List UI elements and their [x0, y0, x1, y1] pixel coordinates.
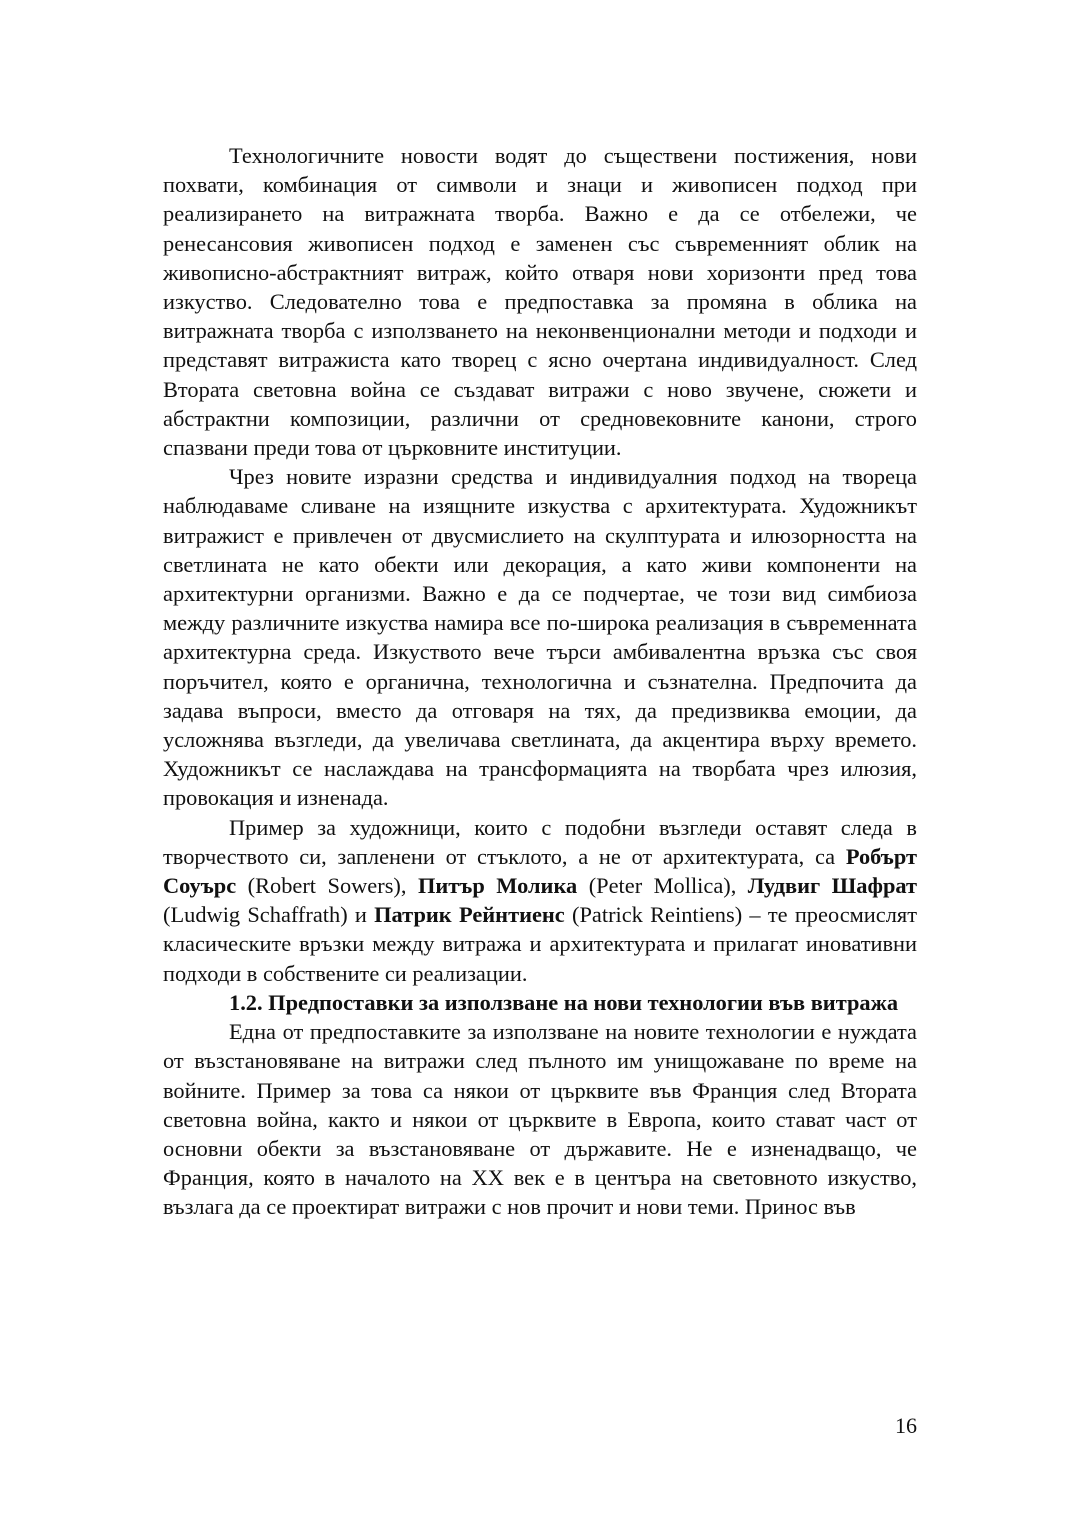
artist-name-peter-mollica: Питър Молика	[417, 873, 578, 899]
document-body	[163, 141, 917, 1222]
paragraph-artists-examples	[163, 813, 917, 988]
artist-name-patrick-reintiens: Патрик Рейнтиенс	[374, 902, 565, 928]
artist-latin-peter-mollica: (Peter Mollica),	[577, 873, 748, 899]
paragraph-technological-novelties: Технологичните новости водят до съществени постижения, нови похвати, комбинация от символи и знаци и живописен подход при реализирането на витражната творба. Важно е да се отбележи, че ренесансовия живописен подход е заменен със съвременният облик на живописно-абстрактният витраж, който отваря нови хоризонти пред това изкуство. Следователно това е предпоставка за промяна в облика на витражната творба с използването на неконвенционални методи и подходи и представят витражиста като творец с ясно очертана индивидуалност. След Втората световна война се създават витражи с ново звучене, сюжети и абстрактни композиции, различни от средновековните канони, строго спазвани преди това от църковните институции.	[163, 143, 917, 461]
artist-name-ludwig-schaffrath: Лудвиг Шафрат	[747, 873, 918, 899]
paragraph-restoration-need: Една от предпоставките за използване на новите технологии е нуждата от възстановяване на витражи след пълното им унищожаване по време на войните. Пример за това са някои от църквите във Франция след Втората световна война, както и някои от църквите в Европа, които стават част от основни обекти за възстановяване от държавите. Не е изненадващо, че Франция, която в началото на XX век е в центъра на световното изкуство, възлага да се проектират витражи с нов прочит и нови теми. Принос във	[163, 1019, 917, 1220]
paragraph-architecture-synthesis: Чрез новите изразни средства и индивидуалния подход на твореца наблюдаваме сливане на изящните изкуства с архитектурата. Художникът витражист е привлечен от двусмислието на скулптурата и илюзорността на светлината не като обекти или декорация, а като живи компоненти на архитектурни организми. Важно е да се подчертае, че този вид симбиоза между различните изкуства намира все по-широка реализация в съвременната архитектурна среда. Изкуството вече търси амбивалентна връзка със своя поръчител, която е органична, технологична и съзнателна. Предпочита да задава въпроси, вместо да отговаря на тях, да предизвиква емоции, да усложнява възгледи, да увеличава светлината, да акцентира върху времето. Художникът се наслаждава на трансформацията на творбата чрез илюзия, провокация и изненада.	[163, 464, 917, 811]
artists-outro-text: (Patrick Reintiens) – те преосмислят класическите връзки между витража и архитектурата и прилагат иновативни подходи в собствените си реализации.	[163, 902, 917, 986]
page-number: 16	[895, 1413, 917, 1438]
artist-latin-ludwig-schaffrath: (Ludwig Schaffrath) и	[163, 902, 375, 928]
artist-name-robert-sowers: Робърт Соуърс	[163, 843, 917, 899]
section-heading: 1.2. Предпоставки за използване на нови технологии във витража	[229, 989, 899, 1015]
artists-intro-text: Пример за художници, които с подобни възгледи оставят следа в творчеството си, запленени от стъклото, а не от архитектурата, са	[163, 814, 917, 869]
artist-latin-robert-sowers: (Robert Sowers),	[236, 873, 418, 899]
